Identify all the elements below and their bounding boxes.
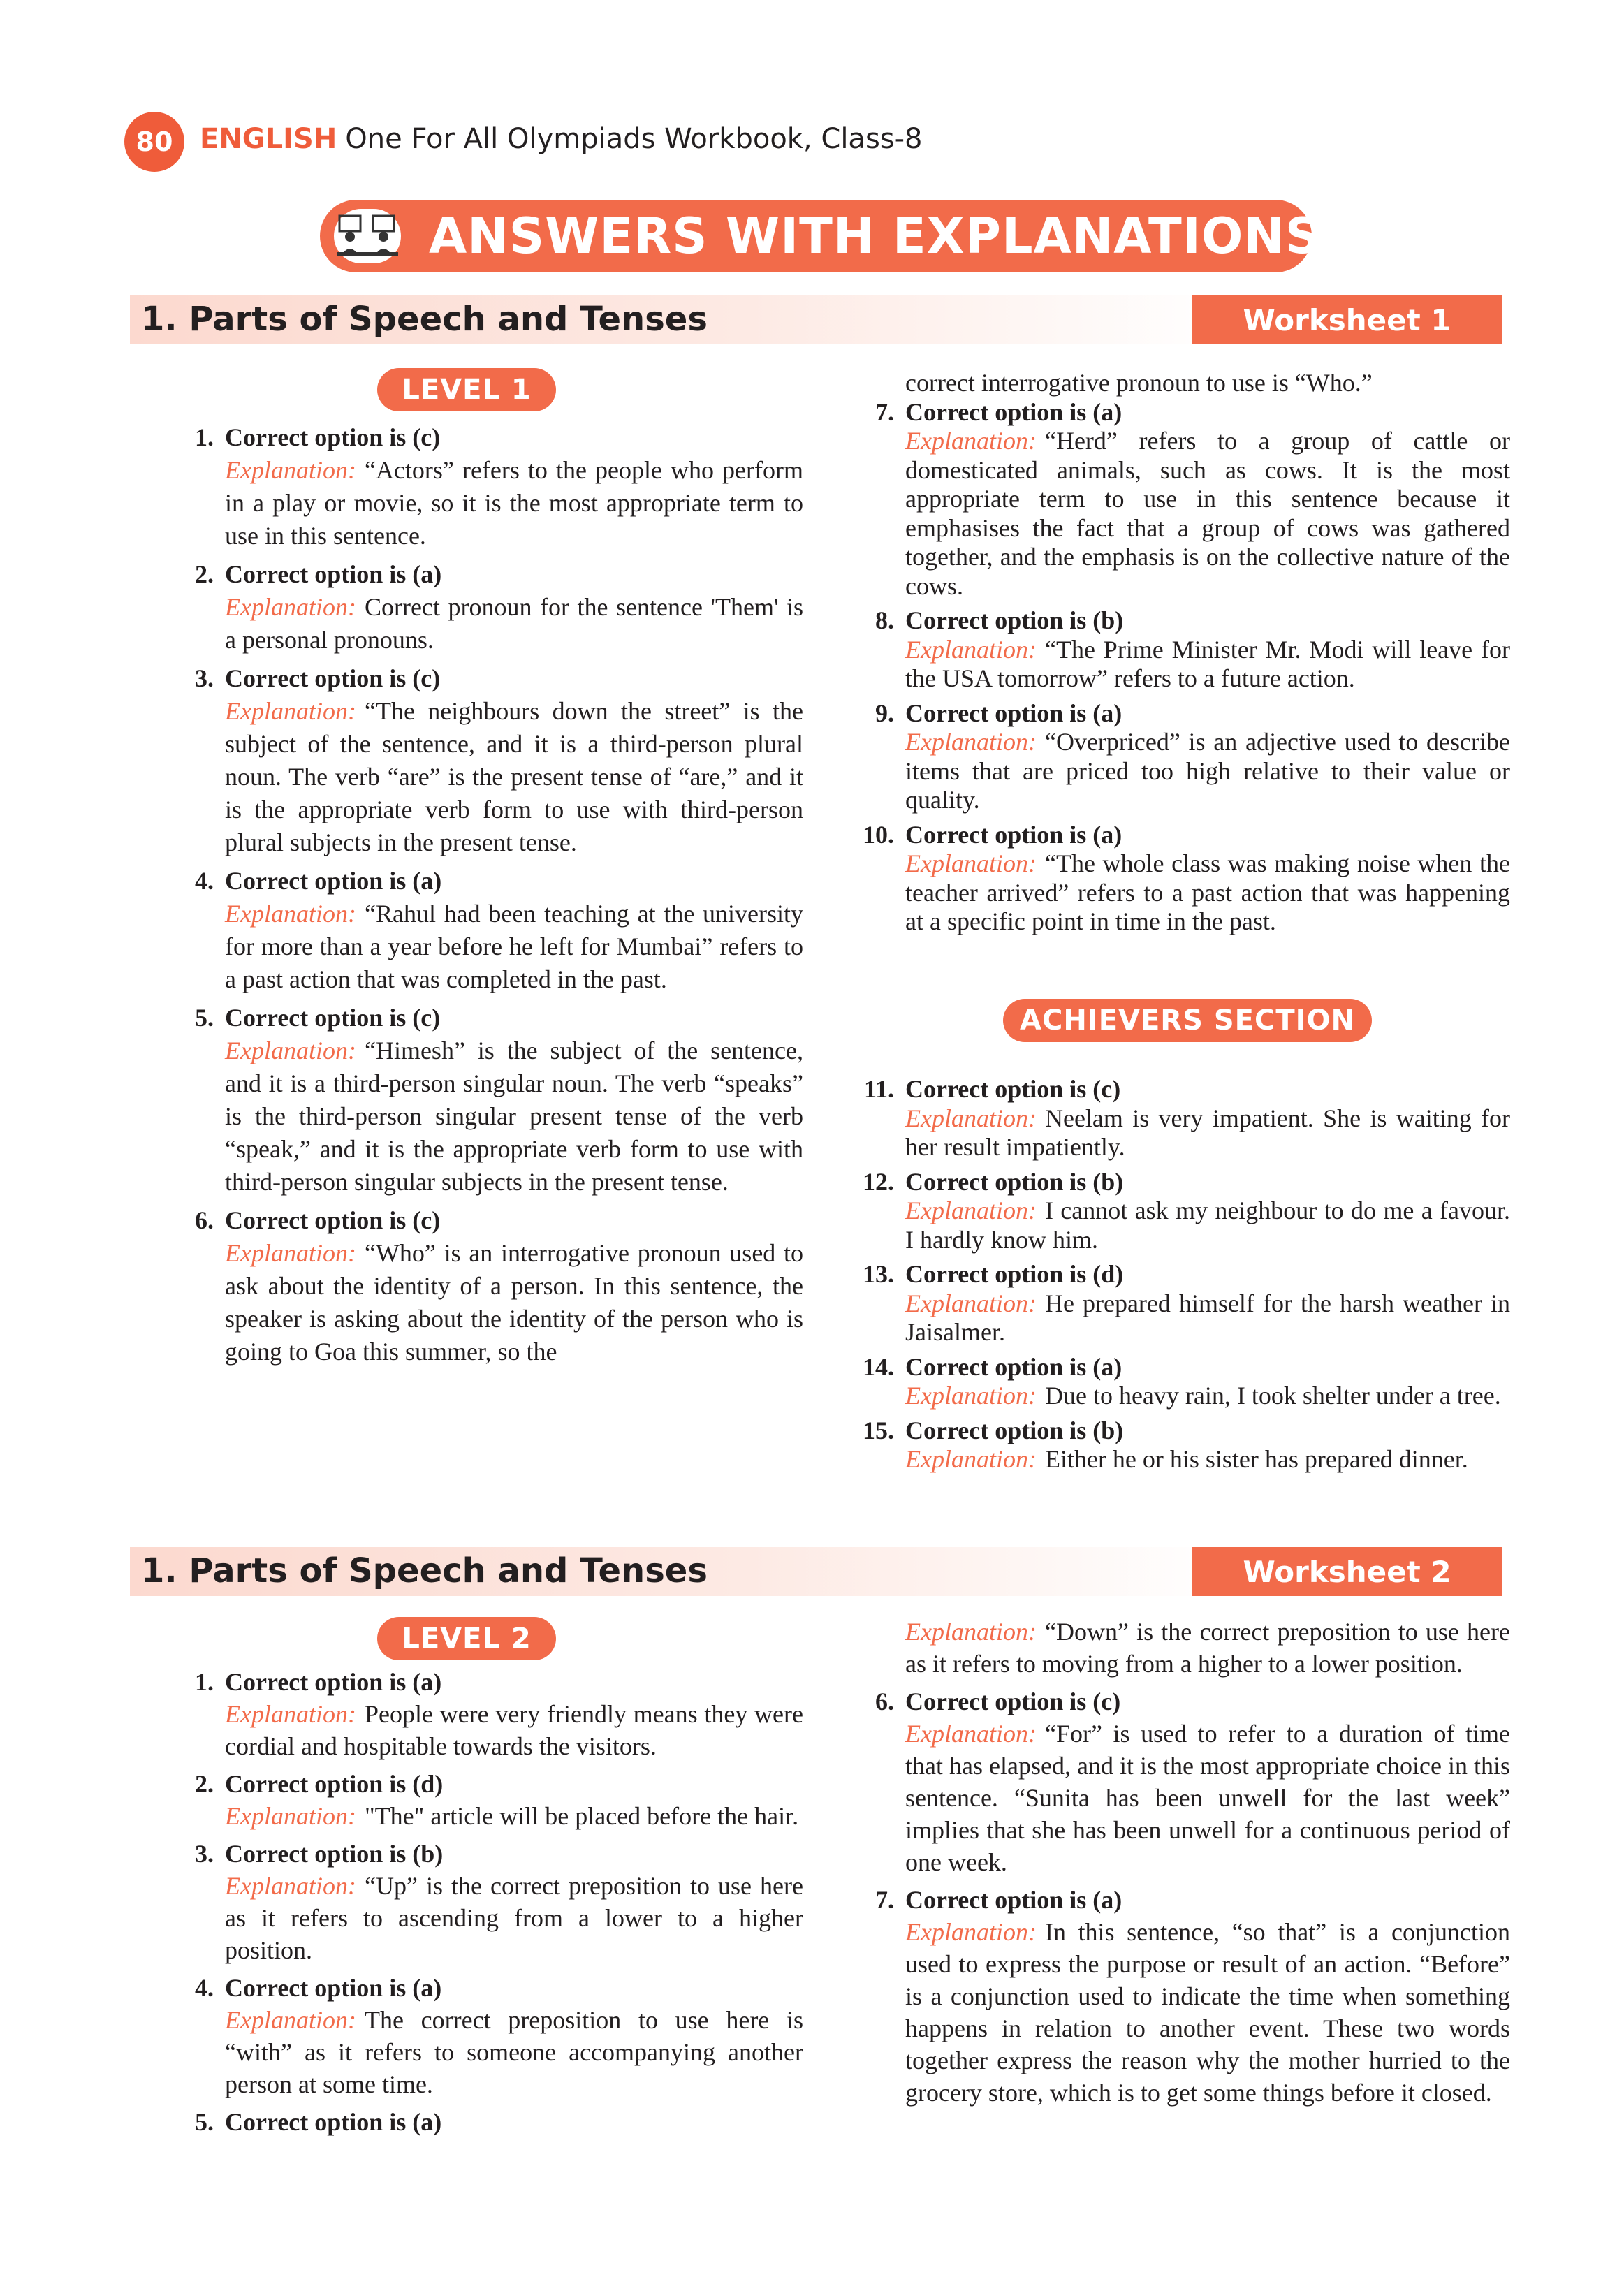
explanation — [225, 591, 803, 657]
explanation-label: Explanation: — [225, 1037, 356, 1064]
answer-item — [158, 1204, 803, 1368]
answer-item — [158, 1768, 803, 1832]
answer-item — [838, 1353, 1510, 1411]
question-number: 8. — [875, 606, 894, 634]
answers-column-left-2 — [158, 1666, 803, 2144]
explanation — [905, 1382, 1510, 1411]
explanation-label: Explanation: — [225, 900, 356, 928]
explanation-text: Due to heavy rain, I took shelter under a tree. — [1044, 1382, 1501, 1410]
explanation-text: “Himesh” is the subject of the sentence, and it is a third-person singular noun. The verb “speaks” is the third-person singular present tense of the verb “speak,” and it is the appropriate verb form to use with third-person singular subjects in the present tense. — [225, 1037, 803, 1196]
explanation-text: “Who” is an interrogative pronoun used to ask about the identity of a person. In this sentence, the speaker is asking about the identity of the person who is going to Goa this summer, so the — [225, 1239, 803, 1366]
explanation-label: Explanation: — [225, 2006, 356, 2034]
question-number: 7. — [875, 397, 894, 426]
worksheet-label: Worksheet 2 — [1192, 1547, 1502, 1596]
correct-option: Correct option is (c) — [225, 1206, 441, 1234]
correct-option: Correct option is (a) — [905, 820, 1122, 849]
banner-title: ANSWERS WITH EXPLANATIONS — [429, 207, 1322, 265]
explanation-text: People were very friendly means they were cordial and hospitable towards the visitors. — [225, 1700, 803, 1760]
students-desk-icon — [334, 209, 401, 263]
running-header — [200, 123, 923, 155]
correct-option: Correct option is (b) — [905, 606, 1124, 634]
question-number: 3. — [195, 664, 214, 692]
continued-text: correct interrogative pronoun to use is “Who.” — [905, 369, 1373, 397]
explanation-text: He prepared himself for the harsh weather in Jaisalmer. — [905, 1289, 1510, 1346]
answer-item — [838, 699, 1510, 815]
explanation-label: Explanation: — [225, 1700, 356, 1728]
explanation-text: “The Prime Minister Mr. Modi will leave for the USA tomorrow” refers to a future action. — [905, 635, 1510, 692]
explanation-label: Explanation: — [225, 1872, 356, 1900]
correct-option: Correct option is (b) — [225, 1840, 444, 1868]
explanation-label: Explanation: — [905, 849, 1037, 877]
explanation — [905, 1445, 1510, 1474]
answer-item — [158, 1972, 803, 2100]
achievers-badge: ACHIEVERS SECTION — [1003, 999, 1372, 1042]
page-number: 80 — [124, 112, 184, 172]
explanation-label: Explanation: — [905, 1104, 1037, 1132]
answer-item — [158, 1002, 803, 1199]
explanation-text: The correct preposition to use here is “with” as it refers to someone accompanying another person at some time. — [225, 2006, 803, 2098]
answers-banner — [320, 200, 1322, 272]
question-number: 1. — [195, 423, 214, 451]
explanation-label: Explanation: — [225, 593, 356, 621]
explanation — [225, 1698, 803, 1762]
explanation-label: Explanation: — [905, 728, 1037, 756]
explanation — [905, 728, 1510, 815]
explanation — [905, 1104, 1510, 1162]
answer-item — [158, 421, 803, 552]
section-title: 1. Parts of Speech and Tenses — [141, 300, 708, 339]
correct-option: Correct option is (a) — [225, 2108, 442, 2136]
explanation — [905, 1916, 1510, 2109]
explanation-label: Explanation: — [905, 1289, 1037, 1317]
explanation-text: “Herd” refers to a group of cattle or domesticated animals, such as cows. It is the most appropriate term to use in this sentence because it emphasises the fact that a group of cows was gathered together, and the emphasis is on the collective nature of the cows. — [905, 427, 1510, 600]
explanation-label: Explanation: — [225, 697, 356, 725]
question-number: 6. — [875, 1688, 894, 1715]
answer-item — [838, 1685, 1510, 1878]
explanation — [225, 2004, 803, 2100]
answer-item — [158, 2106, 803, 2138]
explanation-label: Explanation: — [905, 1382, 1037, 1410]
explanation-label: Explanation: — [905, 1196, 1037, 1224]
answer-item — [838, 1168, 1510, 1255]
section-title: 1. Parts of Speech and Tenses — [141, 1551, 708, 1590]
question-number: 12. — [863, 1167, 894, 1196]
explanation-text: "The" article will be placed before the hair. — [364, 1802, 799, 1830]
explanation — [225, 695, 803, 859]
correct-option: Correct option is (a) — [225, 867, 442, 895]
correct-option: Correct option is (a) — [905, 397, 1122, 426]
question-number: 7. — [875, 1886, 894, 1914]
explanation-label: Explanation: — [905, 635, 1037, 664]
explanation-text: “Rahul had been teaching at the university for more than a year before he left for Mumbai” refers to a past action that was completed in the past. — [225, 900, 803, 993]
correct-option: Correct option is (c) — [225, 1004, 441, 1032]
answer-item — [838, 1075, 1510, 1162]
answer-item — [158, 558, 803, 657]
answer-item — [838, 1884, 1510, 2109]
explanation — [905, 849, 1510, 937]
question-number: 6. — [195, 1206, 214, 1234]
explanation-text: “The whole class was making noise when the teacher arrived” refers to a past action that was happening at a specific point in time in the past. — [905, 849, 1510, 935]
explanation-text: “Actors” refers to the people who perform in a play or movie, so it is the most appropriate term to use in this sentence. — [225, 456, 803, 550]
explanation — [225, 898, 803, 996]
explanation — [905, 427, 1510, 601]
question-number: 2. — [195, 1770, 214, 1798]
question-number: 4. — [195, 1974, 214, 2002]
explanation-label: Explanation: — [225, 1239, 356, 1267]
question-number: 1. — [195, 1668, 214, 1696]
worksheet-label: Worksheet 1 — [1192, 295, 1502, 344]
question-number: 4. — [195, 867, 214, 895]
explanation-text: “The neighbours down the street” is the subject of the sentence, and it is a third-person plural noun. The verb “are” is the present tense of “are,” and it is the appropriate verb form to use with third-person plural subjects in the present tense. — [225, 697, 803, 856]
correct-option: Correct option is (a) — [905, 1352, 1122, 1381]
answer-item — [838, 1416, 1510, 1474]
explanation — [225, 1800, 803, 1832]
subject-label: ENGLISH — [200, 123, 337, 155]
correct-option: Correct option is (b) — [905, 1167, 1124, 1196]
explanation-text: “Down” is the correct preposition to use here as it refers to moving from a higher to a lower position. — [905, 1618, 1510, 1678]
answers-column-right — [838, 369, 1510, 942]
correct-option: Correct option is (a) — [225, 1974, 442, 2002]
question-number: 5. — [195, 2108, 214, 2136]
question-number: 10. — [863, 820, 894, 849]
question-number: 13. — [863, 1260, 894, 1288]
explanation-label: Explanation: — [905, 1445, 1037, 1473]
answer-item — [158, 1666, 803, 1762]
continued-explanation — [838, 1616, 1510, 1680]
explanation — [225, 1034, 803, 1199]
correct-option: Correct option is (a) — [905, 698, 1122, 727]
answers-column-right-2 — [838, 1616, 1510, 2114]
explanation-label: Explanation: — [905, 427, 1037, 455]
explanation-label: Explanation: — [225, 456, 356, 484]
level-badge: LEVEL 2 — [377, 1617, 556, 1660]
correct-option: Correct option is (c) — [225, 664, 441, 692]
explanation — [225, 1870, 803, 1966]
explanation — [905, 1718, 1510, 1878]
question-number: 14. — [863, 1352, 894, 1381]
answer-item — [838, 821, 1510, 937]
question-number: 5. — [195, 1004, 214, 1032]
explanation-text: “Up” is the correct preposition to use here as it refers to ascending from a lower to a higher position. — [225, 1872, 803, 1964]
correct-option: Correct option is (b) — [905, 1416, 1124, 1444]
explanation-label: Explanation: — [905, 1618, 1037, 1646]
explanation-text: Neelam is very impatient. She is waiting for her result impatiently. — [905, 1104, 1510, 1161]
book-title: One For All Olympiads Workbook, Class-8 — [345, 123, 923, 155]
answers-column-left — [158, 421, 803, 1374]
correct-option: Correct option is (a) — [225, 560, 442, 588]
correct-option: Correct option is (a) — [225, 1668, 442, 1696]
answer-item — [158, 865, 803, 996]
answer-item — [158, 662, 803, 859]
correct-option: Correct option is (d) — [225, 1770, 444, 1798]
answer-item — [838, 398, 1510, 601]
explanation — [905, 1289, 1510, 1347]
explanation-text: “Overpriced” is an adjective used to describe items that are priced too high relative to their value or quality. — [905, 728, 1510, 814]
explanation-text: In this sentence, “so that” is a conjunction used to express the purpose or result of an action. “Before” is a conjunction used to indicate the time when something happens in relation to another event. These two words together express the reason why the mother hurried to the grocery store, which is to get some things before it closed. — [905, 1918, 1510, 2107]
correct-option: Correct option is (d) — [905, 1260, 1124, 1288]
section-header-2 — [130, 1547, 1502, 1596]
answer-item — [838, 1260, 1510, 1347]
explanation-text: I cannot ask my neighbour to do me a favour. I hardly know him. — [905, 1196, 1510, 1254]
question-number: 2. — [195, 560, 214, 588]
explanation — [225, 454, 803, 552]
explanation — [905, 636, 1510, 694]
explanation-label: Explanation: — [905, 1918, 1037, 1946]
explanation — [225, 1237, 803, 1368]
explanation-label: Explanation: — [905, 1720, 1037, 1748]
question-number: 3. — [195, 1840, 214, 1868]
explanation-text: “For” is used to refer to a duration of time that has elapsed, and it is the most appropriate choice in this sentence. “Sunita has been unwell for the last week” implies that she has been unwell for a continuous period of one week. — [905, 1720, 1510, 1876]
explanation — [905, 1196, 1510, 1254]
level-badge: LEVEL 1 — [377, 368, 556, 411]
section-header-1 — [130, 295, 1502, 344]
question-number: 9. — [875, 698, 894, 727]
explanation-text: Either he or his sister has prepared dinner. — [1044, 1445, 1468, 1473]
correct-option: Correct option is (c) — [905, 1688, 1121, 1715]
explanation-text: Correct pronoun for the sentence 'Them' is a personal pronouns. — [225, 593, 803, 654]
answer-item — [838, 606, 1510, 694]
question-number: 15. — [863, 1416, 894, 1444]
correct-option: Correct option is (c) — [225, 423, 441, 451]
correct-option: Correct option is (a) — [905, 1886, 1122, 1914]
achievers-column — [838, 1075, 1510, 1480]
explanation-label: Explanation: — [225, 1802, 356, 1830]
question-number: 11. — [863, 1075, 894, 1103]
correct-option: Correct option is (c) — [905, 1075, 1121, 1103]
answer-item — [158, 1838, 803, 1966]
